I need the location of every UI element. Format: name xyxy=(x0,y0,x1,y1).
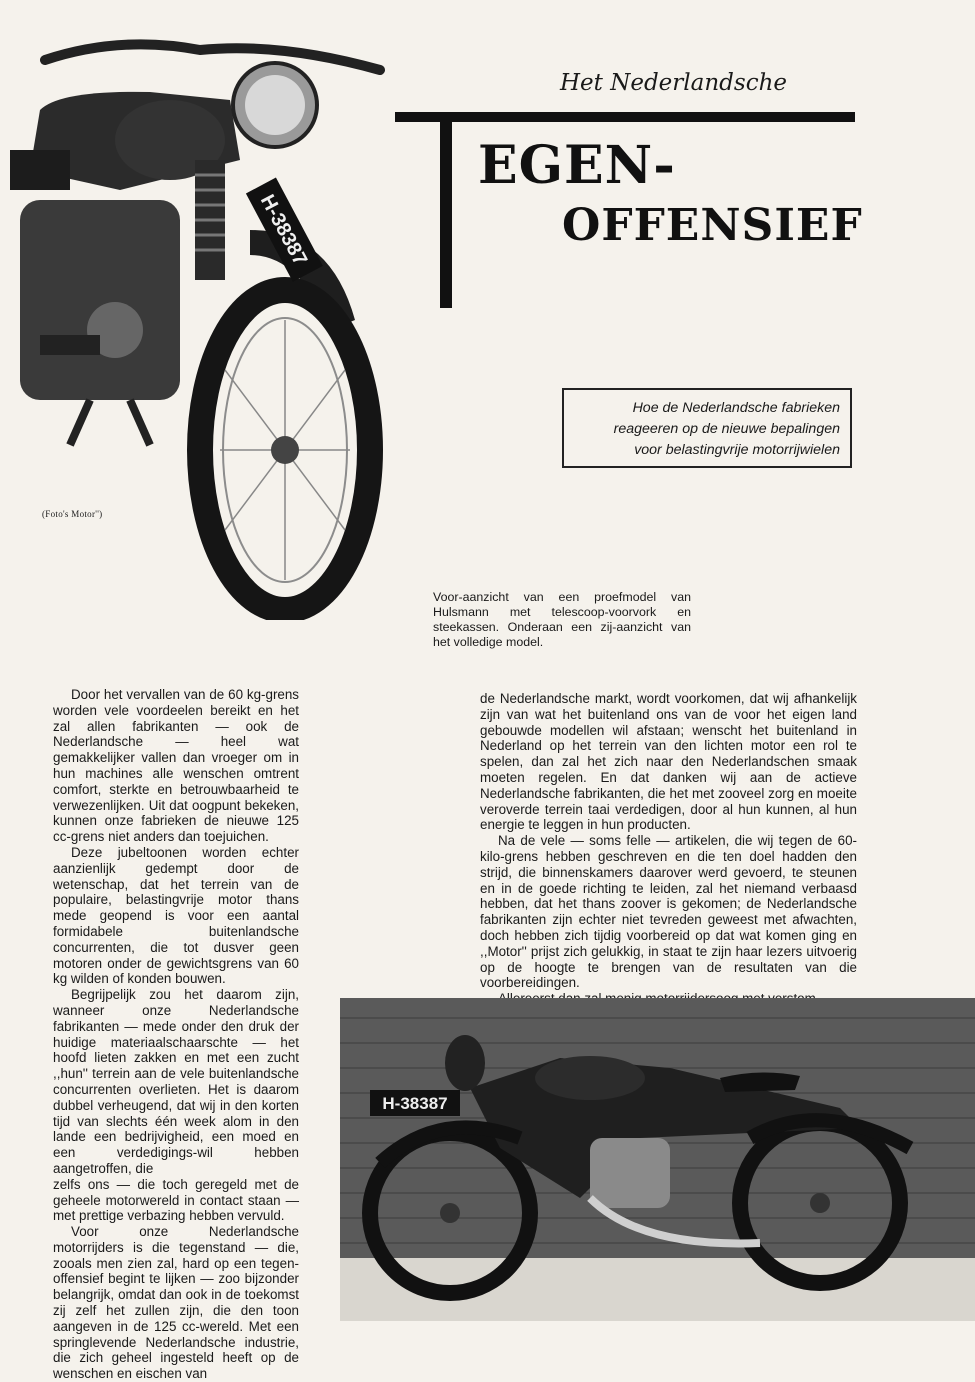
front-plate-text: H-38387 xyxy=(255,191,312,270)
subtitle-line: Hoe de Nederlandsche fabrieken xyxy=(632,400,840,416)
motorcycle-side-photo xyxy=(340,998,975,1321)
page-title-line1: EGEN- xyxy=(478,135,676,196)
motorcycle-front-photo xyxy=(0,30,420,620)
kicker-heading: Het Nederlandsche xyxy=(560,70,788,96)
paragraph: Deze jubeltoonen worden echter aanzienlijk gedempt door de wetenschap, dat het terrein van de populaire, belastingvrije motor thans mede geopend is voor een aantal formidabele buitenlandsche concurrenten, die tot dusver geen motoren onder de gewichtsgrens van 60 kg wilden of konden bouwen. xyxy=(53,844,299,987)
article-column-right xyxy=(480,691,857,1007)
subtitle-line: reageeren op de nieuwe bepalingen xyxy=(613,421,840,437)
paragraph: de Nederlandsche markt, wordt voorkomen, dat wij afhankelijk zijn van wat het buitenland ons van de voor het eigen land gebouwde modellen wil afstaan; wenscht het buitenland in Nederland op het terrein van den lichten motor een rol te spelen, dan zal het zich naar den Nederlandschen smaak moeten regelen. En dat danken wij aan de actieve Nederlandsche fabrikanten, die het met zooveel zorg en moeite veroverde terrein taai verdedigen, door al hun kunnen, al hun energie te leggen in hun producten. xyxy=(480,691,857,833)
title-letter-t-bar xyxy=(440,112,452,308)
side-plate-text: H-38387 xyxy=(382,1094,448,1113)
paragraph: Door het vervallen van de 60 kg-grens worden vele voordeelen bereikt en het zal allen fabrikanten — ook de Nederlandsche — heel wat gemakkelijker vallen dan vroeger om in hun machines alle wenschen omtrent comfort, sterkte en betrouwbaarheid te verwezenlijken. Uit dat oogpunt bekeken, kunnen onze fabrieken de nieuwe 125 cc-grens niet anders dan toejuichen. xyxy=(53,687,299,845)
article-column-left xyxy=(53,687,299,1382)
photo-caption: Voor-aanzicht van een proefmodel van Hulsmann met telescoop-voorvork en steekassen. Onderaan een zij-aanzicht van het volledige model. xyxy=(433,590,691,649)
paragraph: zelfs ons — die toch geregeld met de geheele motorwereld in contact staan — met prettige verbazing hebben vervuld. xyxy=(53,1176,299,1224)
subtitle-line: voor belastingvrije motorrijwielen xyxy=(634,442,840,458)
paragraph: Voor onze Nederlandsche motorrijders is die tegenstand — die, zooals men zien zal, hard op een tegen-offensief begint te lijken — zoo bijzonder belangrijk, omdat dan ook in de toekomst zij zelf het zullen zijn, die den toon aangeven in de 125 cc-wereld. Met een springlevende Nederlandsche industrie, die zich geheel ingesteld heeft op de wenschen en eischen van xyxy=(53,1224,299,1382)
title-top-rule xyxy=(395,112,855,122)
paragraph: Na de vele — soms felle — artikelen, die wij tegen de 60-kilo-grens hebben geschreven en die ten doel hadden den strijd, die binnenskamers daarover werd gevoerd, te steunen en in de goede richting te leiden, zal het niemand verbaasd hebben, dat het thans zoover is gekomen; de Nederlandsche fabrikanten zijn echter niet tevreden geweest met afwachten, doch hebben zich tijdig voorbereid op dat wat komen ging en ,,Motor'' prijst zich gelukkig, in staat te zijn haar lezers uitvoerig op de hoogte te brengen van de resultaten van die voorbereidingen. xyxy=(480,833,857,991)
page-title-line2: OFFENSIEF xyxy=(562,200,863,251)
subtitle-box xyxy=(562,388,852,468)
paragraph: Begrijpelijk zou het daarom zijn, wanneer onze Nederlandsche fabrikanten — mede onder den druk der huidige materiaalschaarschte — het hoofd lieten zakken en met een zucht ,,hun'' terrein aan de vele buitenlandsche concurrenten overlieten. Het is daarom dubbel verheugend, dat wij in den korten tijd van slechts één week alom in den lande een bedrijvigheid, een moed en een verdedigings-wil hebben aangetroffen, die xyxy=(53,987,299,1176)
photo-credit: (Foto's Motor'') xyxy=(42,509,103,519)
